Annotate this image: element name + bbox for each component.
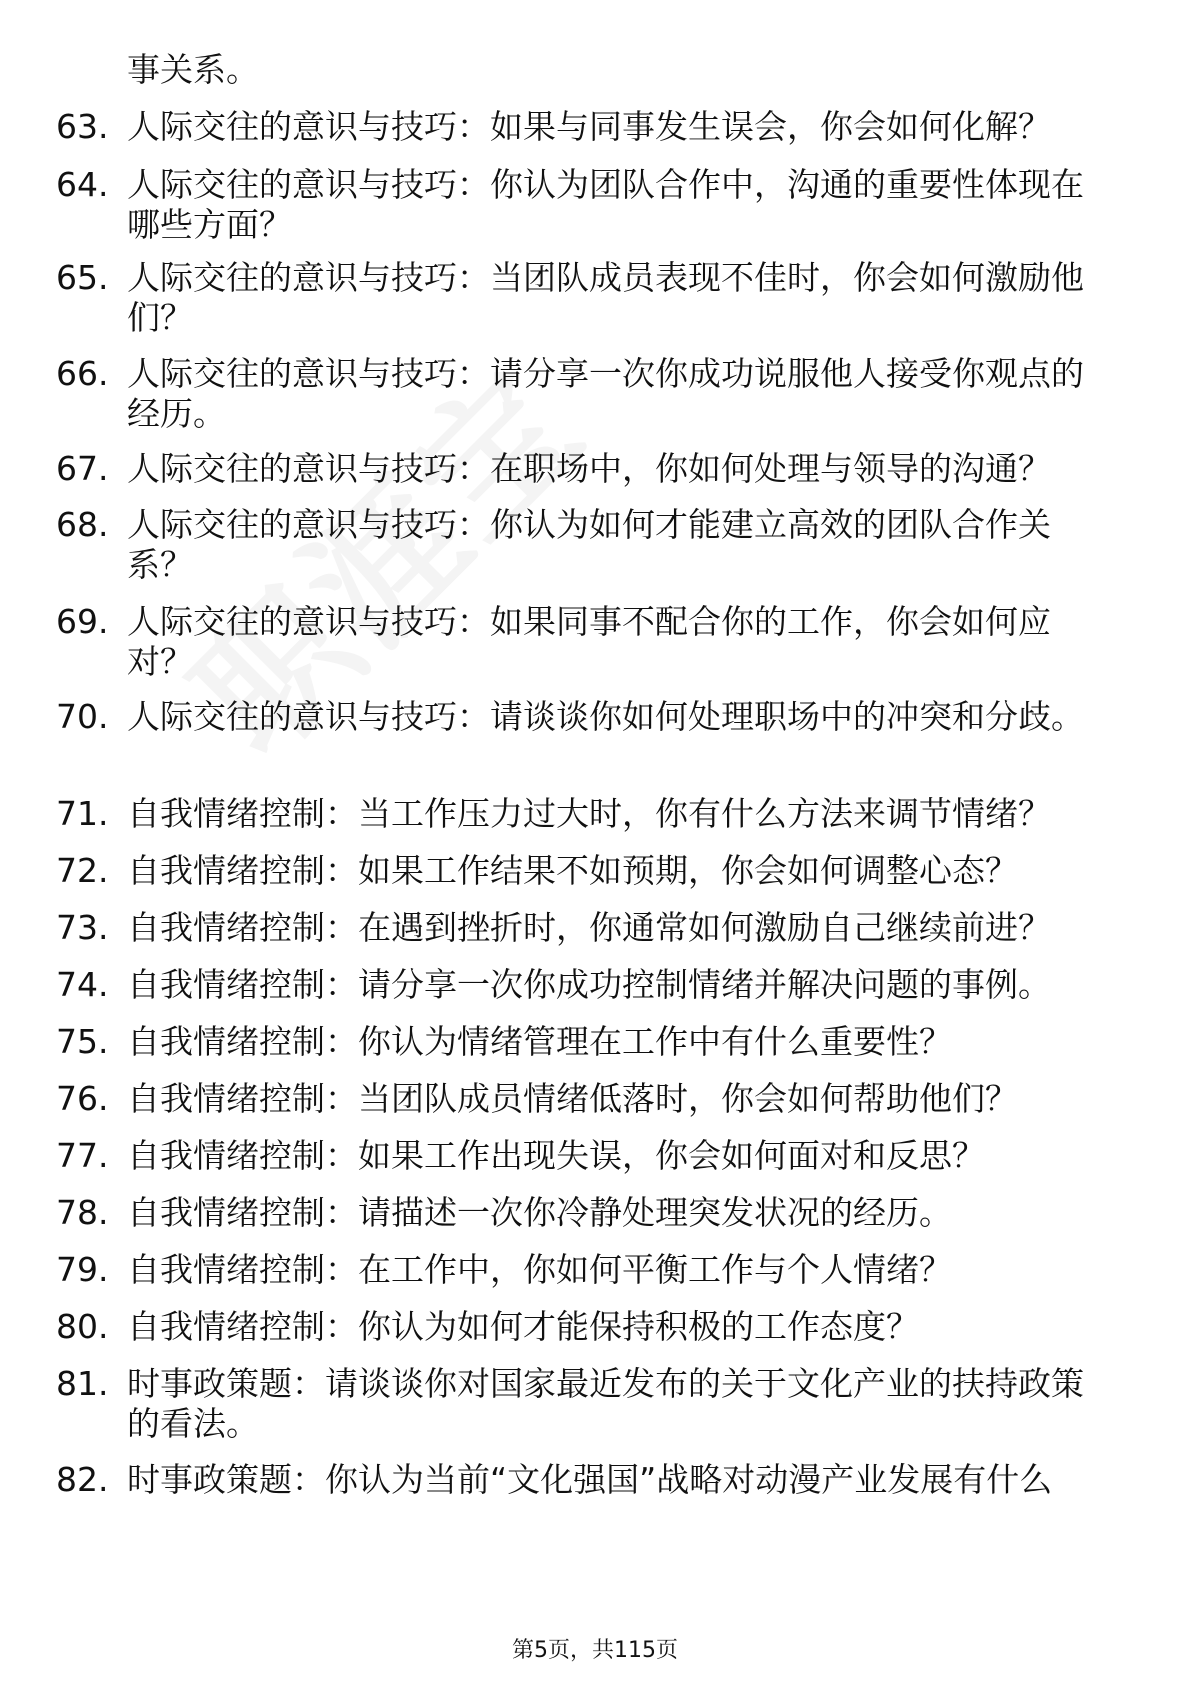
item-number: 71. [56, 794, 109, 833]
item-text: 自我情绪控制：你认为如何才能保持积极的工作态度？ [127, 1307, 919, 1346]
item-text: 自我情绪控制：请描述一次你冷静处理突发状况的经历。 [127, 1193, 952, 1232]
item-text: 人际交往的意识与技巧：如果同事不配合你的工作，你会如何应对？ [127, 602, 1051, 681]
item-text: 人际交往的意识与技巧：在职场中，你如何处理与领导的沟通？ [127, 449, 1051, 488]
item-text: 自我情绪控制：在工作中，你如何平衡工作与个人情绪？ [127, 1250, 952, 1289]
item-number: 75. [56, 1022, 109, 1061]
item-number: 68. [56, 505, 109, 544]
item-number: 79. [56, 1250, 109, 1289]
item-text: 人际交往的意识与技巧：请分享一次你成功说服他人接受你观点的经历。 [127, 354, 1084, 433]
item-number: 64. [56, 165, 109, 204]
item-text: 自我情绪控制：当团队成员情绪低落时，你会如何帮助他们？ [127, 1079, 1018, 1118]
page-footer: 第5页，共115页 [512, 1638, 678, 1663]
item-number: 80. [56, 1307, 109, 1346]
continuation-text: 事关系。 [127, 50, 259, 89]
item-number: 69. [56, 602, 109, 641]
item-text: 人际交往的意识与技巧：你认为团队合作中，沟通的重要性体现在哪些方面？ [127, 165, 1084, 244]
item-number: 63. [56, 107, 109, 146]
item-text: 人际交往的意识与技巧：请谈谈你如何处理职场中的冲突和分歧。 [127, 697, 1084, 736]
item-number: 67. [56, 449, 109, 488]
item-number: 66. [56, 354, 109, 393]
item-text: 自我情绪控制：在遇到挫折时，你通常如何激励自己继续前进？ [127, 908, 1051, 947]
item-number: 70. [56, 697, 109, 736]
item-number: 73. [56, 908, 109, 947]
item-text: 人际交往的意识与技巧：当团队成员表现不佳时，你会如何激励他们？ [127, 258, 1084, 337]
item-text: 人际交往的意识与技巧：你认为如何才能建立高效的团队合作关系？ [127, 505, 1051, 584]
item-text: 自我情绪控制：如果工作结果不如预期，你会如何调整心态？ [127, 851, 1018, 890]
item-number: 76. [56, 1079, 109, 1118]
item-text: 自我情绪控制：如果工作出现失误，你会如何面对和反思？ [127, 1136, 985, 1175]
item-text: 自我情绪控制：你认为情绪管理在工作中有什么重要性？ [127, 1022, 952, 1061]
item-number: 72. [56, 851, 109, 890]
item-text: 自我情绪控制：请分享一次你成功控制情绪并解决问题的事例。 [127, 965, 1051, 1004]
item-text: 时事政策题：请谈谈你对国家最近发布的关于文化产业的扶持政策的看法。 [127, 1364, 1084, 1443]
item-number: 77. [56, 1136, 109, 1175]
item-number: 74. [56, 965, 109, 1004]
item-text: 人际交往的意识与技巧：如果与同事发生误会，你会如何化解？ [127, 107, 1051, 146]
item-number: 78. [56, 1193, 109, 1232]
item-number: 65. [56, 258, 109, 297]
item-number: 82. [56, 1460, 109, 1499]
item-number: 81. [56, 1364, 109, 1403]
item-text: 自我情绪控制：当工作压力过大时，你有什么方法来调节情绪？ [127, 794, 1051, 833]
item-text: 时事政策题：你认为当前“文化强国”战略对动漫产业发展有什么 [127, 1460, 1053, 1499]
